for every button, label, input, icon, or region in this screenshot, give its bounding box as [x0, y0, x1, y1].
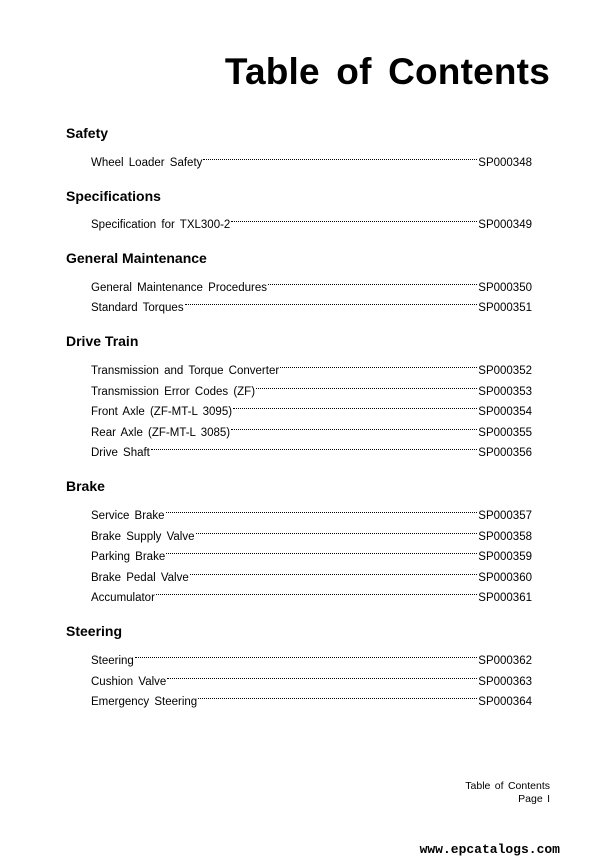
page-footer — [465, 780, 550, 806]
page-title: Table of Contents — [224, 51, 550, 92]
toc-entry-code: SP000354 — [478, 406, 532, 419]
toc-entry[interactable] — [91, 270, 532, 294]
toc-entry-title: Standard Torques — [91, 302, 184, 315]
dot-leader — [196, 519, 478, 540]
toc-entry-code: SP000356 — [478, 447, 532, 460]
toc-section-safety — [66, 122, 532, 169]
toc-entry-title: Steering — [91, 654, 134, 667]
toc-section-brake — [66, 475, 532, 605]
toc-entry[interactable] — [91, 436, 532, 460]
toc-entry[interactable] — [91, 353, 532, 377]
toc-entry-code: SP000349 — [478, 219, 532, 232]
section-heading: Brake — [66, 478, 105, 495]
section-heading: Specifications — [66, 187, 161, 204]
toc-entry-title: Wheel Loader Safety — [91, 156, 203, 169]
toc-entry-code: SP000359 — [478, 551, 532, 564]
dot-leader — [268, 270, 477, 291]
toc-entry-code: SP000360 — [478, 571, 532, 584]
toc-section-specifications — [66, 185, 532, 232]
toc-entry-code: SP000363 — [478, 675, 532, 688]
dot-leader — [233, 395, 477, 416]
toc-entry-code: SP000355 — [478, 426, 532, 439]
toc-entry[interactable] — [91, 643, 532, 667]
footer-document-title: Table of Contents — [465, 780, 550, 792]
toc-entry-code: SP000362 — [478, 654, 532, 667]
toc-entry-code: SP000361 — [478, 592, 532, 605]
dot-leader — [151, 436, 477, 457]
toc-entry[interactable] — [91, 498, 532, 522]
toc-entry-title: Drive Shaft — [91, 447, 150, 460]
toc-entry-code: SP000351 — [478, 302, 532, 315]
toc-entry[interactable] — [91, 664, 532, 688]
toc-entry-title: Brake Pedal Valve — [91, 571, 189, 584]
toc-entry-title: Front Axle (ZF-MT-L 3095) — [91, 406, 233, 419]
toc-entry-title: Cushion Valve — [91, 675, 167, 688]
toc-entry-code: SP000348 — [478, 156, 532, 169]
dot-leader — [166, 498, 478, 519]
toc-entry-title: Parking Brake — [91, 551, 166, 564]
toc-entry-code: SP000357 — [478, 509, 532, 522]
toc-entry-code: SP000364 — [478, 696, 532, 709]
watermark: www.epcatalogs.com — [419, 842, 560, 857]
toc-entry-code: SP000352 — [478, 364, 532, 377]
dot-leader — [256, 374, 477, 395]
toc-entry-code: SP000353 — [478, 385, 532, 398]
dot-leader — [231, 415, 477, 436]
toc-entry-title: Rear Axle (ZF-MT-L 3085) — [91, 426, 231, 439]
toc-entry-title: Service Brake — [91, 509, 165, 522]
dot-leader — [190, 560, 478, 581]
toc-entry-title: Accumulator — [91, 592, 155, 605]
section-heading: Safety — [66, 125, 109, 141]
toc-entry-code: SP000350 — [478, 281, 532, 294]
toc-entry-code: SP000358 — [478, 530, 532, 543]
dot-leader — [231, 208, 477, 229]
footer-page-number: Page I — [518, 793, 550, 805]
dot-leader — [167, 664, 477, 685]
dot-leader — [166, 540, 477, 561]
dot-leader — [135, 643, 477, 664]
section-heading: Drive Train — [66, 333, 139, 350]
dot-leader — [203, 145, 477, 166]
toc-entry[interactable] — [91, 145, 532, 169]
dot-leader — [280, 353, 477, 374]
toc-section-drive-train — [66, 330, 532, 460]
section-heading: Steering — [66, 623, 123, 640]
toc-entry[interactable] — [91, 581, 532, 605]
toc-section-steering — [66, 620, 532, 709]
toc-section-general-maintenance — [66, 247, 532, 315]
toc-entry-title: Specification for TXL300-2 — [91, 219, 231, 232]
toc-entry[interactable] — [91, 208, 532, 232]
toc-entry-title: Transmission and Torque Converter — [91, 364, 280, 377]
dot-leader — [185, 291, 478, 312]
toc-entry-title: Emergency Steering — [91, 696, 198, 709]
section-heading: General Maintenance — [66, 250, 207, 267]
table-of-contents — [66, 122, 532, 724]
dot-leader — [198, 685, 477, 706]
toc-entry-title: Brake Supply Valve — [91, 530, 195, 543]
toc-entry-title: Transmission Error Codes (ZF) — [91, 385, 256, 398]
dot-leader — [156, 581, 477, 602]
toc-entry-title: General Maintenance Procedures — [91, 281, 267, 294]
